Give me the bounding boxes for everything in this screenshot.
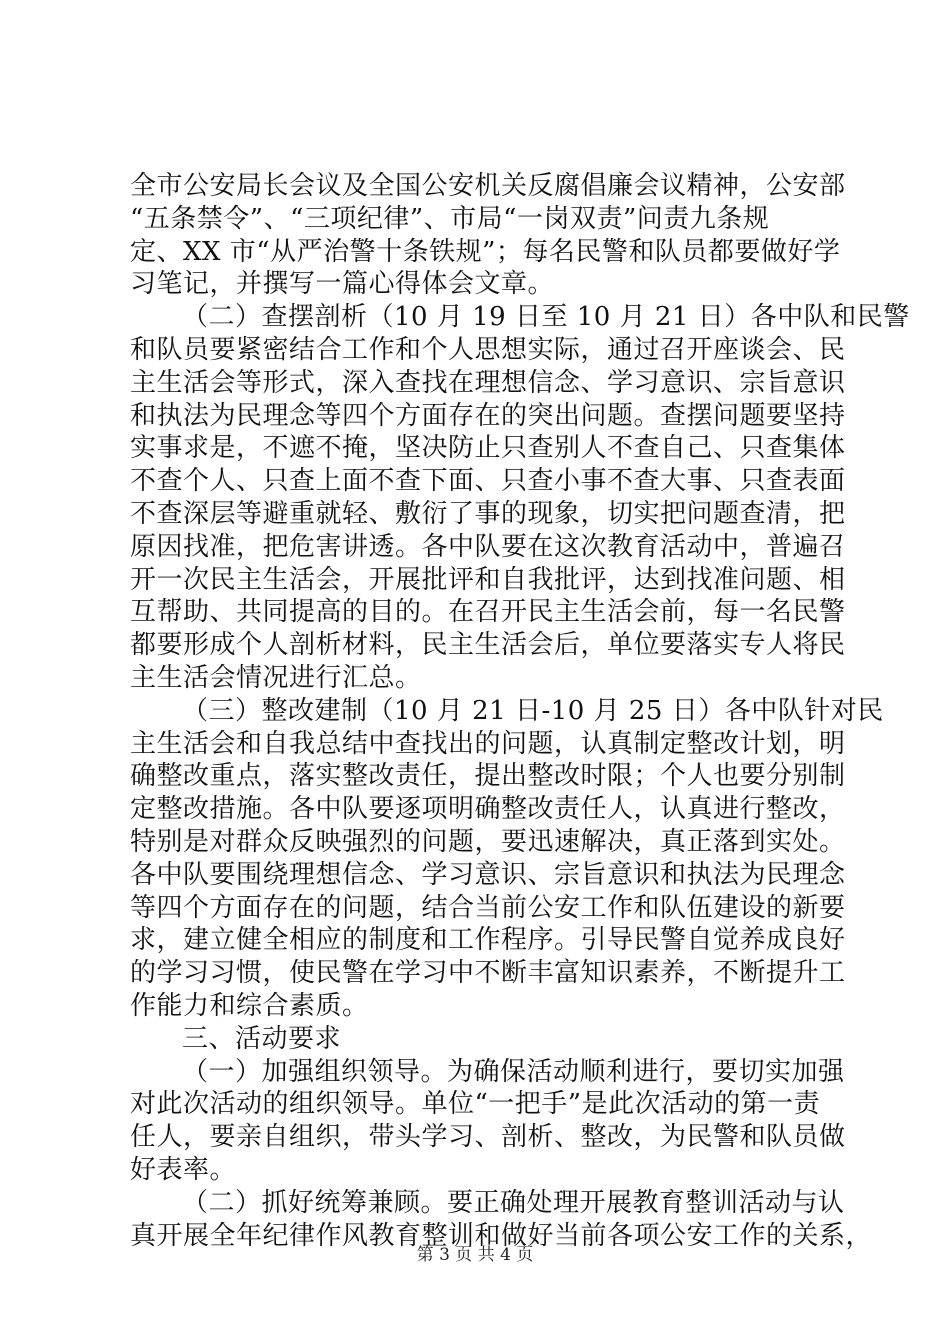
document-body — [130, 170, 910, 1252]
text-line: 不查深层等避重就轻、敷衍了事的现象，切实把问题查清，把 — [130, 498, 846, 529]
text-line: “五条禁令”、“三项纪律”、市局“一岗双责”问责九条规 — [130, 203, 770, 234]
text-line: 定、XX 市“从严治警十条铁规”；每名民警和队员都要做好学 — [130, 236, 841, 267]
text-line: 互帮助、共同提高的目的。在召开民主生活会前，每一名民警 — [130, 597, 846, 628]
text-line: （二）查摆剖析（10 月 19 日至 10 月 21 日）各中队和民警 — [182, 302, 910, 333]
text-line: 习笔记，并撰写一篇心得体会文章。 — [130, 269, 555, 300]
text-line: 全市公安局长会议及全国公安机关反腐倡廉会议精神，公安部 — [130, 171, 846, 201]
text-line: 任人，要亲自组织，带头学习、剖析、整改，为民警和队员做 — [130, 1122, 846, 1153]
text-line: 求，建立健全相应的制度和工作程序。引导民警自觉养成良好 — [130, 925, 846, 956]
text-line: 都要形成个人剖析材料，民主生活会后，单位要落实专人将民 — [130, 630, 846, 661]
text-line: 和队员要紧密结合工作和个人思想实际，通过召开座谈会、民 — [130, 334, 846, 365]
text-line: 定整改措施。各中队要逐项明确整改责任人，认真进行整改， — [130, 794, 846, 825]
text-line: （一）加强组织领导。为确保活动顺利进行，要切实加强 — [182, 1056, 845, 1087]
text-line: 的学习习惯，使民警在学习中不断丰富知识素养，不断提升工 — [130, 958, 846, 989]
text-line: 对此次活动的组织领导。单位“一把手”是此次活动的第一责 — [130, 1089, 821, 1120]
page-footer: 第 3 页 共 4 页 — [416, 1245, 534, 1265]
text-line: 作能力和综合素质。 — [130, 990, 369, 1021]
text-line: 各中队要围绕理想信念、学习意识、宗旨意识和执法为民理念 — [130, 859, 846, 890]
text-line: 主生活会等形式，深入查找在理想信念、学习意识、宗旨意识 — [130, 367, 846, 398]
text-line: 三、活动要求 — [182, 1023, 342, 1054]
text-line: 好表率。 — [130, 1154, 237, 1185]
text-line: 开一次民主生活会，开展批评和自我批评，达到找准问题、相 — [130, 564, 846, 595]
text-line: （三）整改建制（10 月 21 日-10 月 25 日）各中队针对民 — [182, 695, 884, 726]
text-line: 特别是对群众反映强烈的问题，要迅速解决，真正落到实处。 — [130, 826, 846, 857]
text-line: 和执法为民理念等四个方面存在的突出问题。查摆问题要坚持 — [130, 400, 846, 431]
text-line: （二）抓好统筹兼顾。要正确处理开展教育整训活动与认 — [182, 1187, 845, 1218]
text-line: 等四个方面存在的问题，结合当前公安工作和队伍建设的新要 — [130, 892, 846, 923]
text-line: 主生活会情况进行汇总。 — [130, 662, 422, 693]
text-line: 真开展全年纪律作风教育整训和做好当前各项公安工作的关系， — [130, 1220, 873, 1251]
text-line: 实事求是，不遮不掩，坚决防止只查别人不查自己、只查集体 — [130, 433, 846, 464]
text-line: 主生活会和自我总结中查找出的问题，认真制定整改计划，明 — [130, 728, 846, 759]
text-line: 不查个人、只查上面不查下面、只查小事不查大事、只查表面 — [130, 466, 846, 497]
text-line: 确整改重点，落实整改责任，提出整改时限；个人也要分别制 — [130, 761, 846, 792]
text-line: 原因找准，把危害讲透。各中队要在这次教育活动中，普遍召 — [130, 531, 846, 562]
